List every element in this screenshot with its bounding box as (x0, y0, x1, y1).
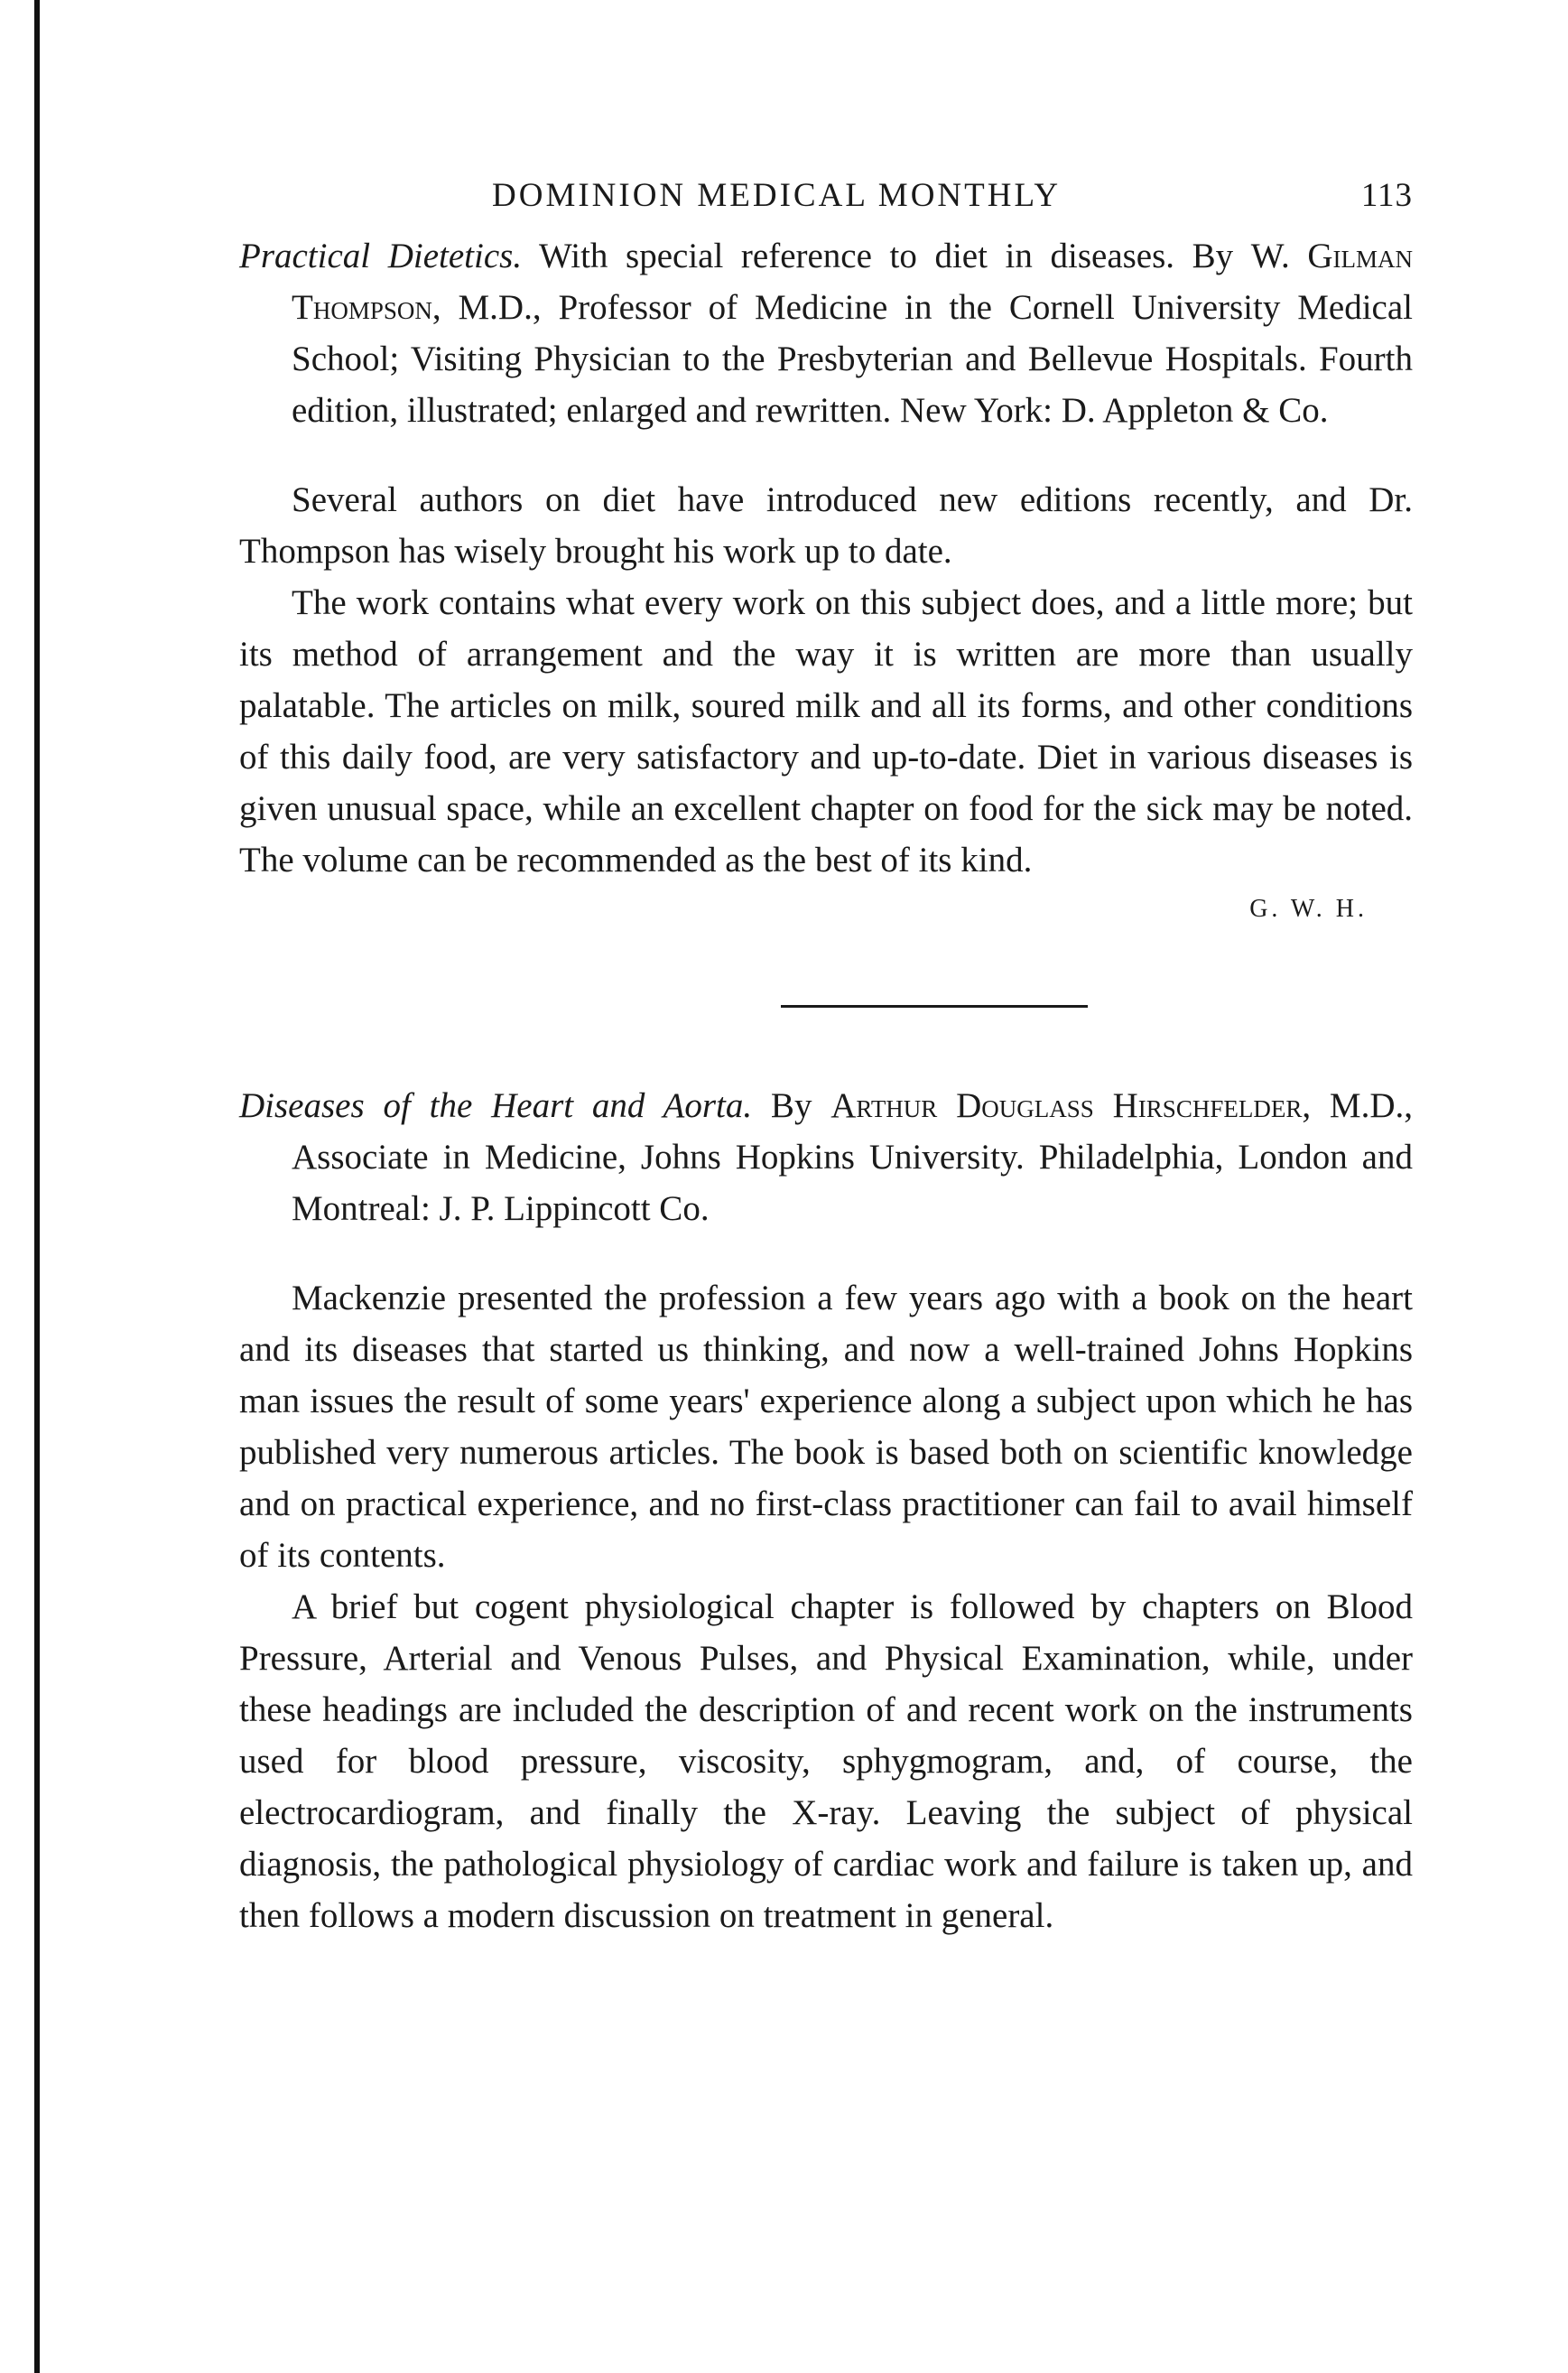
book-author: Arthur Douglass Hirschfelder (830, 1086, 1303, 1125)
review-paragraph: Mackenzie presented the profession a few years ago with a book on the heart and its diseases that started us thinking, and now a well-trained Johns Hopkins man issues the result of some years' experience along a subject upon which he has published very numerous articles. The book is based both on scientific knowledge and on practical experience, and no first-class practitioner can fail to avail himself of its contents. (239, 1279, 1413, 1575)
review-paragraph: The work contains what every work on this subject does, and a little more; but its method of arrangement and the way it is written are more than usually palatable. The articles on milk, soured milk and all its forms, and other conditions of this daily food, are very satisfactory and up-to-date. Diet in various diseases is given unusual space, while an excellent chapter on food for the sick may be noted. The volume can be recommended as the best of its kind. (239, 583, 1413, 879)
section-divider (781, 1005, 1088, 1008)
citation-text: , M.D., Associate in Medicine, Johns Hopkins University. Philadelphia, London and Montreal: J. P. Lippincott Co. (292, 1086, 1413, 1228)
page-number: 113 (1360, 177, 1413, 214)
review-diseases-of-the-heart (239, 1080, 1413, 1941)
journal-page (239, 176, 1413, 1941)
journal-title: DOMINION MEDICAL MONTHLY (492, 177, 1062, 214)
review-paragraph: A brief but cogent physiological chapter is followed by chapters on Blood Pressure, Arterial and Venous Pulses, and Physical Examination, while, under these headings are included the description of and recent work on the instruments used for blood pressure, viscosity, sphygmogram, and, of course, the electrocardiogram, and finally the X-ray. Leaving the subject of physical diagnosis, the pathological physiology of cardiac work and failure is taken up, and then follows a modern discussion on treatment in general. (239, 1587, 1413, 1935)
review-paragraph: Several authors on diet have introduced new editions recently, and Dr. Thompson has wisely brought his work up to date. (239, 480, 1413, 571)
review-practical-dietetics (239, 230, 1413, 924)
reviewer-signature: G. W. H. (1249, 895, 1368, 923)
citation-text: By (752, 1086, 831, 1125)
review-body (239, 474, 1413, 886)
book-citation (239, 230, 1413, 436)
review-body (239, 1272, 1413, 1941)
book-citation (239, 1080, 1413, 1234)
citation-text: , M.D., Professor of Medicine in the Cornell University Medical School; Visiting Physician to the Presbyterian and Bellevue Hospitals. Fourth edition, illustrated; enlarged and rewritten. New York: D. Appleton & Co. (292, 288, 1413, 430)
page-binding-edge (34, 0, 40, 2373)
book-title: Diseases of the Heart and Aorta. (239, 1086, 753, 1125)
book-author: W. Gilman Thompson (292, 237, 1414, 327)
citation-text: With special reference to diet in diseases. By (522, 237, 1251, 275)
book-title: Practical Dietetics. (239, 237, 523, 275)
running-head (239, 176, 1413, 230)
